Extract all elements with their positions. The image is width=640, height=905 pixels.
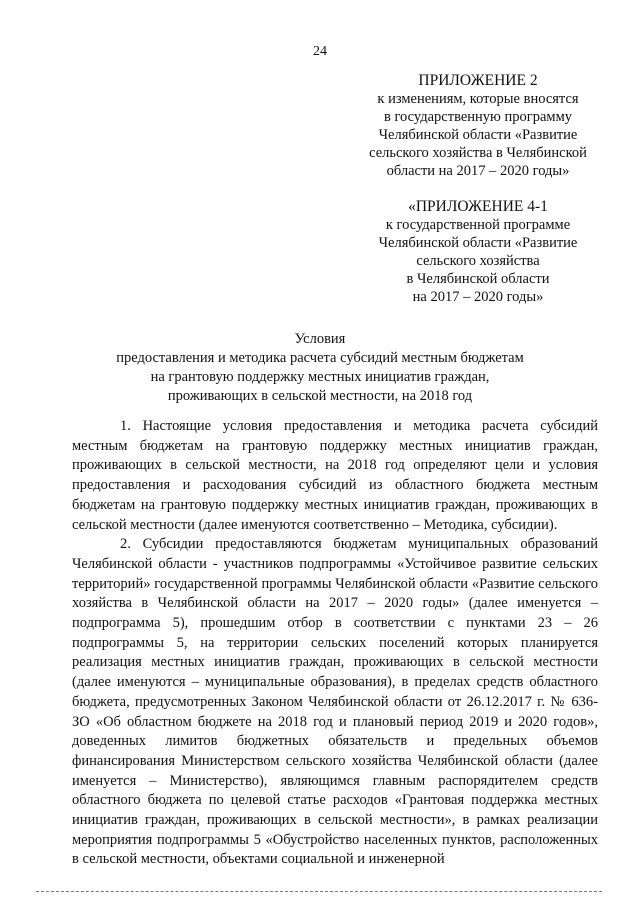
appendix-4-1-heading: «ПРИЛОЖЕНИЕ 4-1 [408,198,548,215]
title-line: предоставления и методика расчета субсидий местным бюджетам [116,350,524,366]
appendix-2-line: к изменениям, которые вносятся [377,91,579,107]
appendix-4-1-line: Челябинской области «Развитие [378,235,578,251]
appendix-2-line: Челябинской области «Развитие [378,127,578,143]
title-line: проживающих в сельской местности, на 2018 год [167,388,473,404]
appendix-4-1-line: в Челябинской области [406,271,550,287]
appendix-2-heading: ПРИЛОЖЕНИЕ 2 [418,72,538,89]
appendix-4-1-line: сельского хозяйства [416,253,540,269]
document-title [0,330,640,406]
appendix-2-line: в государственную программу [383,109,572,125]
appendix-2-line: сельского хозяйства в Челябинской [369,145,587,161]
title-line: Условия [294,331,346,347]
page-number: 24 [313,44,327,59]
appendix-2-line: области на 2017 – 2020 годы» [386,163,570,179]
appendix-2-header [358,72,598,180]
appendix-4-1-line: на 2017 – 2020 годы» [412,289,544,305]
paragraph-1: 1. Настоящие условия предоставления и методика расчета субсидий местным бюджетам на грантовую поддержку местных инициатив граждан, проживающих в сельской местности, на 2018 год определяют цели и условия предоставления и расходования субсидий из областного бюджета местным бюджетам на грантовую поддержку местных инициатив граждан, проживающих в сельской местности (далее именуются соответственно – Методика, субсидии). [72,418,598,533]
paragraph-2: 2. Субсидии предоставляются бюджетам муниципальных образований Челябинской области - участников подпрограммы «Устойчивое развитие сельских территорий» государственной программы Челябинской области «Развитие сельского хозяйства в Челябинской области на 2017 – 2020 годы» (далее именуется – подпрограмма 5), прошедшим отбор в соответствии с пунктами 23 – 26 подпрограммы 5, на территории сельских поселений которых планируется реализация местных инициатив граждан, проживающих в сельской местности (далее именуются – муниципальные образования), в пределах средств областного бюджета, предусмотренных Законом Челябинской области от 26.12.2017 г. № 636-ЗО «Об областном бюджете на 2018 год и плановый период 2019 и 2020 годов», доведенных лимитов бюджетных обязательств и предельных объемов финансирования Министерством сельского хозяйства Челябинской области (далее именуется – Министерство), являющимся главным распорядителем средств областного бюджета по целевой статье расходов «Грантовая поддержка местных инициатив граждан, проживающих в сельской местности», в рамках реализации мероприятия подпрограммы 5 «Обустройство населенных пунктов, расположенных в сельской местности, объектами социальной и инженерной [72,536,598,868]
title-line: на грантовую поддержку местных инициатив граждан, [150,369,490,385]
appendix-4-1-header [358,198,598,306]
appendix-4-1-line: к государственной программе [385,217,571,233]
document-body [72,417,598,870]
page-bottom-edge [36,891,602,892]
